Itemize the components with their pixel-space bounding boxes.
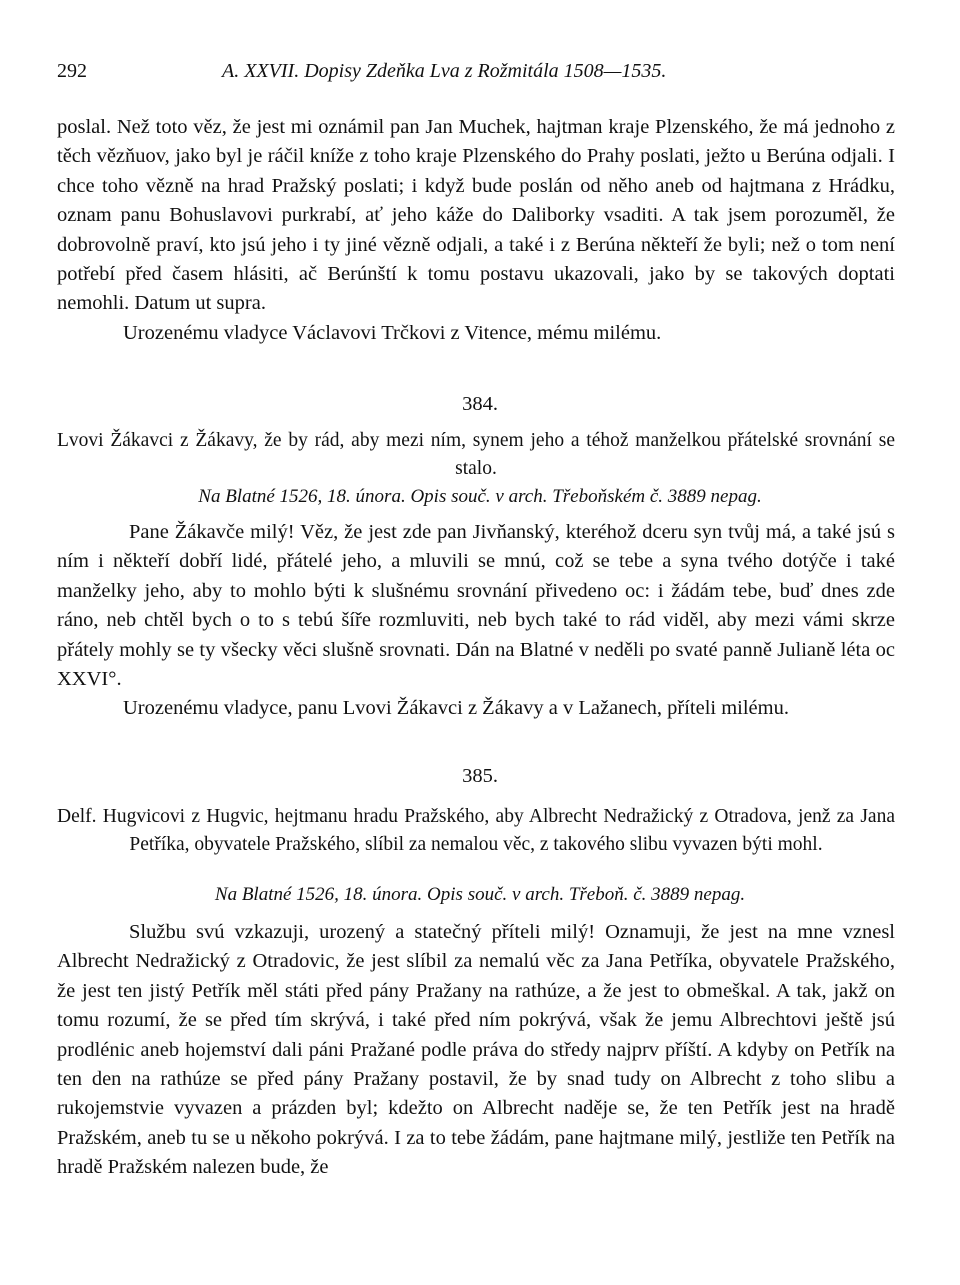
letter-384-body [57, 518, 895, 724]
letter-385-source: Na Blatné 1526, 18. února. Opis souč. v arch. Třeboň. č. 3889 nepag. [214, 884, 746, 905]
running-title: A. XXVII. Dopisy Zdeňka Lva z Rožmitála 1508—1535. [222, 60, 667, 82]
letter-383-continuation [57, 113, 895, 348]
letter-384-address: Urozenému vladyce, panu Lvovi Žákavci z Žákavy a v Lažanech, příteli milému. [123, 697, 789, 720]
letter-384-regest: Lvovi Žákavci z Žákavy, že by rád, aby mezi ním, synem jeho a téhož manželkou přátelské srovnání se stalo. [57, 430, 895, 479]
letter-385-text: Službu svú vzkazuji, urozený a statečný příteli milý! Oznamuji, že jest na mne vznesl Albrecht Nedražický z Otradovic, že jest slíbil za nemalú věc za Jana Petříka, obyvatele Pražského, že jest ten jistý Petřík měl státi před pány Pražany na rathúze, a že jest to obmeškal. A tak, jakž on tomu rozumí, že se před tím skrývá, i také před ním pokrývá, však že jemu Albrechtovi ještě jsú prodlénic aneb hojemství dali páni Pražané podle práva do středy najprv příští. A kdyby on Petřík na ten den na rathúze se před pány Pražany postavil, že by snad tudy on Albrecht z toho slibu a rukojemstvie vyvazen a prázden byl; kdežto on Albrecht naděje se, že ten Petřík jest na hradě Pražském, aneb tu se u někoho pokrývá. I za to tebe žádám, pane hajtmane milý, jestliže ten Petřík na hradě Pražském nalezen bude, že [57, 921, 895, 1179]
letter-383-address: Urozenému vladyce Václavovi Trčkovi z Vitence, mému milému. [123, 321, 662, 344]
letter-384-source: Na Blatné 1526, 18. února. Opis souč. v arch. Třeboňském č. 3889 nepag. [198, 486, 762, 507]
letter-384-number: 384. [462, 393, 498, 415]
page-number: 292 [57, 60, 87, 82]
letter-385-body [57, 918, 895, 1183]
letter-385-number: 385. [462, 765, 498, 787]
letter-385-regest: Delf. Hugvicovi z Hugvic, hejtmanu hradu Pražského, aby Albrecht Nedražický z Otradova, jenž za Jana Petříka, obyvatele Pražského, slíbil za nemalou věc, z takového slibu vyvazen býti mohl. [57, 806, 895, 855]
letter-383-text: poslal. Než toto věz, že jest mi oznámil pan Jan Muchek, hajtman kraje Plzenského, že má jednoho z těch vězňuov, jako byl je ráčil kníže z toho kraje Plzenského do Prahy poslati, ježto u Berúna odjali. I chce toho vězně na hrad Pražský poslati; i když bude poslán od něho aneb od hajtmana z Hrádku, oznam panu Bohuslavovi purkrabí, ať jeho káže do Daliborky vsaditi. A tak jsem porozuměl, že dobrovolně praví, kto jsú jeho i ty jiné vězně odjali, a také i z Berúna někteří že byli; než o tom není potřebí před časem hlásiti, ač Berúnští k tomu postavu ukazovali, jako by se takových doptati nemohli. Datum ut supra. [57, 116, 895, 315]
letter-384-text: Pane Žákavče milý! Věz, že jest zde pan Jivňanský, kteréhož dceru syn tvůj má, a také jsú s ním i někteří dobří lidé, přátelé jeho, a mluvili se mnú, což se tebe a syna tvého dotýče i také manželky jeho, aby to mohlo býti k slušnému srovnání přivedeno oc: i žádám tebe, buď dnes zde ráno, neb chtěl bych o to s tebú šíře rozmluviti, neb bych také to rád viděl, aby mezi vámi skrze přátely mohly se ty všecky věci slušně srovnati. Dán na Blatné v neděli po svaté panně Julianě léta oc XXVI°. [57, 521, 895, 691]
running-header [57, 60, 907, 88]
